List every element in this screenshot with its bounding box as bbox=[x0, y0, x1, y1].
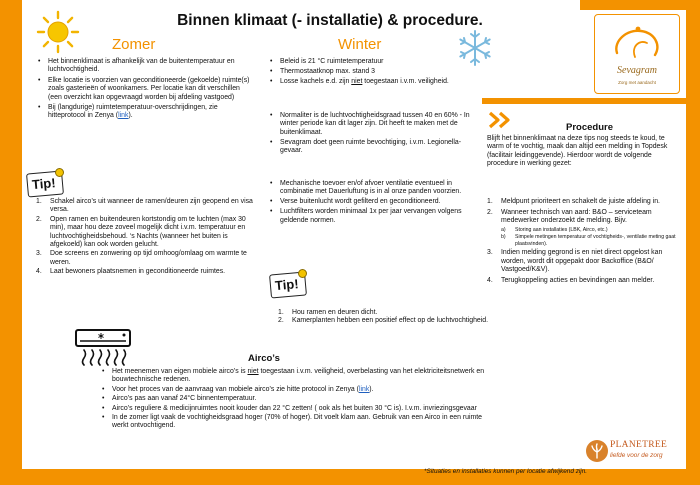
winter-group-3 bbox=[268, 180, 482, 227]
list-item-text: Kamerplanten hebben een positief effect op de luchtvochtigheid. bbox=[292, 317, 489, 325]
emphasis-text: niet bbox=[351, 77, 363, 85]
list-item-text: Simpele metingen temperatuur of vochtigheids-, ventilatie meting gaat plaatsvinden). bbox=[515, 234, 676, 247]
list-number: 4. bbox=[487, 277, 493, 285]
list-item bbox=[487, 198, 679, 206]
sevagram-logo bbox=[594, 14, 680, 94]
list-number: 1. bbox=[36, 198, 42, 205]
procedure-steps bbox=[487, 198, 679, 288]
procedure-divider bbox=[482, 98, 686, 104]
list-item-text: Het meenemen van eigen mobiele airco’s is bbox=[112, 368, 248, 375]
list-item-text: toegestaan i.v.m. veiligheid. bbox=[362, 77, 449, 85]
list-item bbox=[487, 249, 679, 274]
list-item bbox=[36, 198, 256, 215]
footnote: *Situaties en installaties kunnen per locatie afwijkend zijn. bbox=[424, 468, 588, 475]
winter-group-2 bbox=[268, 112, 482, 157]
list-item-text: Voor het proces van de aanvraag van mobiele airco’s zie hitte protocol in Zenya ( bbox=[112, 385, 359, 393]
left-orange-frame bbox=[0, 0, 22, 485]
list-item: • Verse buitenlucht wordt gefilterd en geconditioneerd. bbox=[268, 198, 482, 206]
sun-icon bbox=[36, 10, 80, 54]
top-right-orange-frame bbox=[580, 0, 700, 10]
page-title: Binnen klimaat (- installatie) & procedure. bbox=[177, 12, 483, 29]
hitte-protocol-link[interactable]: link bbox=[358, 385, 370, 393]
tip-note-icon bbox=[27, 168, 65, 198]
list-item-text: Losse kachels e.d. zijn bbox=[280, 77, 352, 85]
list-item-text: Laat bewoners plaatsnemen in geconditioneerde ruimtes. bbox=[50, 268, 226, 276]
zomer-tips bbox=[36, 198, 256, 278]
list-item-text: Wanneer technisch van aard: B&O – serviceteam medewerker onderzoekt de melding. Bijv. bbox=[501, 208, 652, 225]
pushpin-icon bbox=[298, 269, 307, 278]
list-item-text: ). bbox=[128, 112, 133, 120]
list-item-text: Open ramen en buitendeuren kortstondig om te luchten (max 30 min), maar hou deze zoveel mogelijk dicht i.v.m. temperatuur en luchtvochtigheidsbehoud. ‘s Nachts (wanneer het buiten is afgekoeld) kan ook worden gelucht. bbox=[50, 215, 246, 249]
right-orange-frame bbox=[686, 0, 700, 485]
emphasis-text: niet bbox=[247, 368, 259, 375]
logo-tagline: Zorg met aandacht bbox=[618, 80, 656, 85]
list-item: • In de zomer ligt vaak de vochtigheidsgraad hoger (70% of hoger). Dit voelt klam aan. Gebruik van een Airco in een ruimte werkt ontvochtigend. bbox=[100, 414, 500, 431]
list-item: • Normaliter is de luchtvochtigheidsgraad tussen 40 en 60% - In winter periode kan dit lager zijn. Dit heeft te maken met de buitenklimaat. bbox=[268, 112, 482, 137]
tip-label: Tip! bbox=[31, 175, 57, 193]
list-item-text: Schakel airco’s uit wanneer de ramen/deuren zijn geopend en visa versa. bbox=[50, 198, 253, 214]
bottom-orange-frame bbox=[0, 469, 700, 485]
list-item bbox=[487, 277, 679, 285]
hitteprotocol-link[interactable]: link bbox=[118, 112, 129, 120]
list-item: • Elke locatie is voorzien van geconditioneerde (gekoelde) ruimte(s) zoals gasterieën of woonkamers. Per locatie kan dit verschillen (een overzicht kan opgevraagd worden bij afdeling vastgoed) bbox=[36, 77, 252, 102]
list-number: 4. bbox=[36, 268, 42, 276]
procedure-intro: Blijft het binnenklimaat na deze tips nog steeds te koud, te warm of te vochtig, maak dan altijd een melding in Topdesk (facilitair leidinggevende). Hierdoor wordt de volgende procedure in werking gezet: bbox=[487, 135, 668, 168]
sevagram-swirl-icon bbox=[605, 23, 671, 69]
list-item bbox=[36, 250, 256, 267]
list-number: b) bbox=[501, 234, 506, 241]
list-item-text: toegestaan i.v.m. veiligheid, overbelasting van het elektriciteitsnetwerk en bouwtechnische redenen. bbox=[112, 368, 485, 384]
list-item-text: Doe screens en zonwering op tijd omhoog/omlaag om warmte te weren. bbox=[50, 250, 247, 266]
list-item bbox=[501, 234, 679, 247]
list-number: 3. bbox=[36, 250, 42, 258]
list-number: 2. bbox=[278, 317, 284, 325]
pushpin-icon bbox=[55, 168, 64, 177]
list-item bbox=[36, 216, 256, 250]
procedure-sub-list bbox=[501, 227, 679, 247]
list-item: • Beleid is 21 °C ruimtetemperatuur bbox=[268, 58, 482, 66]
list-item-text: Hou ramen en deuren dicht. bbox=[292, 309, 378, 316]
list-item bbox=[100, 368, 500, 385]
winter-tips bbox=[278, 309, 488, 326]
list-item: • Airco’s pas aan vanaf 24°C binnentemperatuur. bbox=[100, 395, 500, 403]
list-item: • Mechanische toevoer en/of afvoer ventilatie eventueel in combinatie met Dauerluftung is in al onze panden voorzien. bbox=[268, 180, 482, 197]
airco-title: Airco’s bbox=[248, 353, 280, 364]
zomer-section bbox=[36, 58, 252, 123]
list-number: 3. bbox=[487, 249, 493, 257]
airco-unit-icon bbox=[74, 328, 132, 366]
winter-heading: Winter bbox=[338, 36, 382, 53]
list-item bbox=[278, 317, 488, 325]
planetree-tree-icon bbox=[586, 440, 608, 462]
list-item bbox=[487, 209, 679, 247]
zomer-heading: Zomer bbox=[112, 36, 156, 53]
list-number: 2. bbox=[487, 208, 493, 216]
list-item: • Airco’s reguliere & medicijnruimtes nooit kouder dan 22 °C zetten! ( ook als het buiten 30 °C is). I.v.m. invriezingsgevaar bbox=[100, 405, 500, 413]
list-number: 1. bbox=[278, 309, 284, 316]
list-item-text: ). bbox=[369, 385, 374, 393]
list-number: 1. bbox=[487, 198, 493, 205]
winter-group-1 bbox=[268, 58, 482, 88]
list-item bbox=[268, 78, 482, 86]
list-number: a) bbox=[501, 226, 506, 233]
list-item-text: Bij (langdurige) ruimtetemperatuur-overschrijdingen, zie hitteprotocol in Zenya ( bbox=[48, 104, 218, 120]
chevron-right-double-icon bbox=[487, 110, 515, 130]
planetree-logo bbox=[584, 438, 688, 466]
list-item bbox=[36, 104, 252, 121]
planetree-name: PLANETREE bbox=[610, 440, 668, 450]
list-item: • Het binnenklimaat is afhankelijk van de buitentemperatuur en luchtvochtigheid. bbox=[36, 58, 252, 75]
list-item-text: Terugkoppeling acties en bevindingen aan melder. bbox=[501, 277, 655, 285]
logo-name: Sevagram bbox=[617, 65, 657, 76]
tip-label: Tip! bbox=[274, 276, 300, 294]
list-item: • Thermostaatknop max. stand 3 bbox=[268, 68, 482, 76]
planetree-tagline: liefde voor de zorg bbox=[610, 452, 663, 459]
list-item: • Sevagram doet geen ruimte bevochtiging, i.v.m. Legionella-gevaar. bbox=[268, 139, 482, 156]
list-number: 2. bbox=[36, 215, 42, 223]
tip-note-icon bbox=[270, 269, 308, 299]
list-item bbox=[100, 386, 500, 394]
list-item-text: Meldpunt prioriteert en schakelt de juiste afdeling in. bbox=[501, 198, 660, 205]
list-item bbox=[36, 268, 256, 276]
list-item-text: Storing aan installaties (LBK, Airco, etc.) bbox=[515, 226, 608, 233]
list-item-text: Indien melding gegrond is en niet direct opgelost kan worden, wordt dit opgepakt door Backoffice (B&O/ Vastgoed/K&V). bbox=[501, 249, 663, 274]
list-item bbox=[501, 227, 679, 233]
airco-section bbox=[100, 368, 500, 432]
list-item: • Luchtfilters worden minimaal 1x per jaar vervangen volgens geldende normen. bbox=[268, 208, 482, 225]
procedure-title: Procedure bbox=[566, 122, 613, 133]
list-item bbox=[278, 309, 488, 317]
